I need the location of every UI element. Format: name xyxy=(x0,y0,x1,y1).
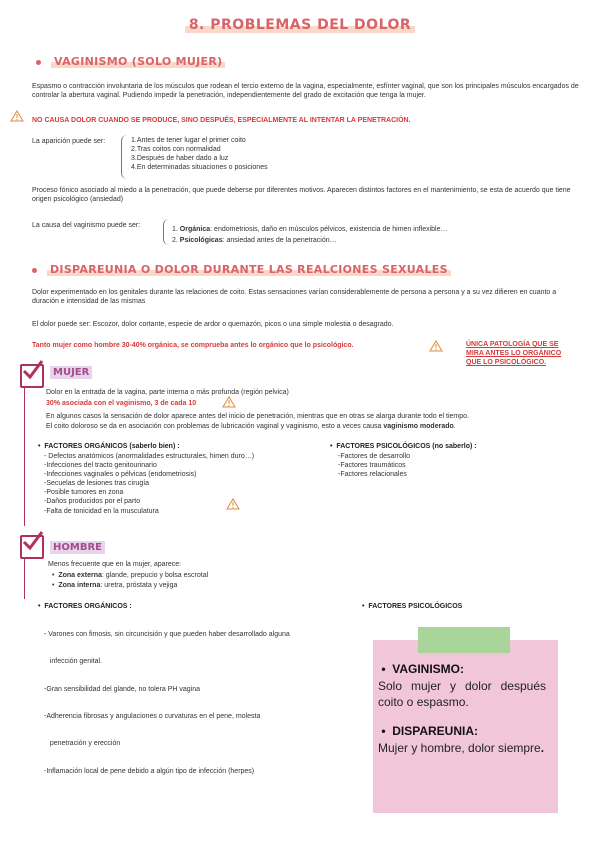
dispareunia-definition: Dolor experimentado en los genitales durante las relaciones de coito. Estas sensaciones varían considerablemente de persona a persona y a su vez difieren en cuanto a duración e intensidad de las mismas xyxy=(32,289,557,306)
bullet-icon xyxy=(36,60,41,65)
list-item: -Infecciones del tracto genitourinario xyxy=(44,462,157,470)
list-item: - Defectos anatómicos (anormalidades estructurales, himen duro…) xyxy=(44,453,255,460)
mujer-organic-list xyxy=(44,452,254,516)
subsection-heading-hombre: HOMBRE xyxy=(50,541,105,554)
list-item: -Secuelas de lesiones tras cirugía xyxy=(44,480,150,488)
vaginismo-process: Proceso fónico asociado al miedo a la penetración, que puede deberse por diferentes motivos. Aparecen distintos factores en el mantenimiento, se esta de acuerdo que tiene origen psicológico (ansiedad) xyxy=(32,187,571,204)
mujer-line2: 30% asociada con el vaginismo, 3 de cada 10 xyxy=(46,400,197,407)
appearance-label: La aparición puede ser: xyxy=(32,138,106,145)
list-item: -Inflamación local de pene debido a algún tipo de infección (herpes) xyxy=(44,767,255,775)
mujer-line1: Dolor en la entrada de la vagina, parte interna o más profunda (región pelvica) xyxy=(46,389,289,396)
list-item: -Factores relacionales xyxy=(338,471,407,479)
warning-icon xyxy=(226,498,240,510)
hombre-psych-title: • FACTORES PSICOLÓGICOS xyxy=(362,603,463,610)
list-item: 2.Tras coitos con normalidad xyxy=(131,146,221,154)
dispareunia-side-note: ÚNICA PATOLOGÍA QUE SE MIRA ANTES LO ORGÁNICO QUE LO PSICOLÓGICO. xyxy=(466,341,562,367)
hombre-organic-list xyxy=(44,612,290,785)
dispareunia-pain-types: El dolor puede ser: Escozor, dolor cortante, especie de ardor o quemazón, picos o una simple molestia o desagrado. xyxy=(32,321,394,328)
appearance-list xyxy=(131,136,268,172)
summary-heading-dispareunia: • DISPAREUNIA: xyxy=(378,723,478,738)
checkbox-icon xyxy=(20,364,44,388)
mujer-line4: El coito doloroso se da en asociación con problemas de lubricación vaginal y vaginismo, esto a veces causa vaginismo moderado. xyxy=(46,423,456,430)
brace xyxy=(163,219,170,245)
list-item: 4.En determinadas situaciones o posiciones xyxy=(131,164,268,172)
mujer-line3: En algunos casos la sensación de dolor aparece antes del inicio de penetración, mientras que en otras se alarga durante todo el tiempo. xyxy=(46,413,469,420)
summary-text-vaginismo: Solo mujer y dolor después coito o espasmo. xyxy=(378,678,546,709)
hombre-organic-title: • FACTORES ORGÁNICOS : xyxy=(38,603,132,610)
page-title: 8. PROBLEMAS DEL DOLOR xyxy=(0,16,600,34)
hombre-intro: Menos frecuente que en la mujer, aparece: xyxy=(48,561,182,568)
cause-label: La causa del vaginismo puede ser: xyxy=(32,222,141,229)
list-item: -Falta de tonicidad en la musculatura xyxy=(44,507,159,515)
mujer-psych-list xyxy=(338,452,410,479)
cause-psychological: 2. Psicológicas: ansiedad antes de la penetración… xyxy=(172,237,337,244)
list-item: -Factores de desarrollo xyxy=(338,453,410,460)
vaginismo-warning: NO CAUSA DOLOR CUANDO SE PRODUCE, SINO DESPUÉS, ESPECIALMENTE AL INTENTAR LA PENETRACIÓN. xyxy=(32,117,411,124)
timeline-line xyxy=(24,388,25,526)
timeline-line xyxy=(24,559,25,599)
subsection-heading-mujer: MUJER xyxy=(50,366,92,379)
summary-content xyxy=(378,662,546,756)
list-item: -Posible tumores en zona xyxy=(44,489,124,497)
section-heading-vaginismo: VAGINISMO (SOLO MUJER) xyxy=(36,55,225,69)
checkbox-icon xyxy=(20,535,44,559)
list-item: -Daños producidos por el parto xyxy=(44,498,141,506)
summary-text-dispareunia: Mujer y hombre, dolor siempre. xyxy=(378,740,545,755)
list-item: - Varones con fimosis, sin circuncisión y que pueden haber desarrollado alguna xyxy=(44,631,290,639)
list-item: infección genital. xyxy=(44,658,102,666)
warning-icon xyxy=(10,110,24,122)
dispareunia-organic-note: Tanto mujer como hombre 30-40% orgánica, se comprueba antes lo orgánico que lo psicológico. xyxy=(32,342,354,349)
mujer-organic-title: • FACTORES ORGÁNICOS (saberlo bien) : xyxy=(38,443,180,450)
list-item: -Gran sensibilidad del glande, no tolera PH vagina xyxy=(44,685,201,693)
list-item: 1.Antes de tener lugar el primer coito xyxy=(131,137,246,144)
section-heading-dispareunia: DISPAREUNIA O DOLOR DURANTE LAS REALCIONES SEXUALES xyxy=(32,263,451,277)
mujer-psych-title: • FACTORES PSICOLÓGICOS (no saberlo) : xyxy=(330,443,477,450)
list-item: -Factores traumáticos xyxy=(338,462,406,470)
list-item: 3.Después de haber dado a luz xyxy=(131,155,229,163)
hombre-zone-external: • Zona externa: glande, prepucio y bolsa escrotal xyxy=(52,572,209,579)
list-item: -Infecciones vaginales o pélvicas (endometriosis) xyxy=(44,471,197,479)
brace xyxy=(121,135,128,179)
warning-icon xyxy=(429,340,443,352)
tape-decoration xyxy=(418,627,510,653)
warning-icon xyxy=(222,396,236,408)
vaginismo-definition: Espasmo o contracción involuntaria de los músculos que rodean el tercio externo de la vagina, especialmente, esfínter vaginal, que son los principales músculos encargados de controlar la abertura vaginal. Pudiendo impedir la penetración, independientemente del grado de excitación que tenga la mujer. xyxy=(32,83,579,100)
list-item: -Adherencia fibrosas y angulaciones o curvaturas en el pene, molesta xyxy=(44,713,261,721)
bullet-icon xyxy=(32,268,37,273)
list-item: penetración y erección xyxy=(44,740,121,748)
hombre-zone-internal: • Zona interna: uretra, próstata y vejiga xyxy=(52,582,178,589)
cause-organic: 1. Orgánica: endometriosis, daño en músculos pélvicos, existencia de himen inflexible… xyxy=(172,226,448,233)
summary-heading-vaginismo: • VAGINISMO: xyxy=(378,662,464,676)
